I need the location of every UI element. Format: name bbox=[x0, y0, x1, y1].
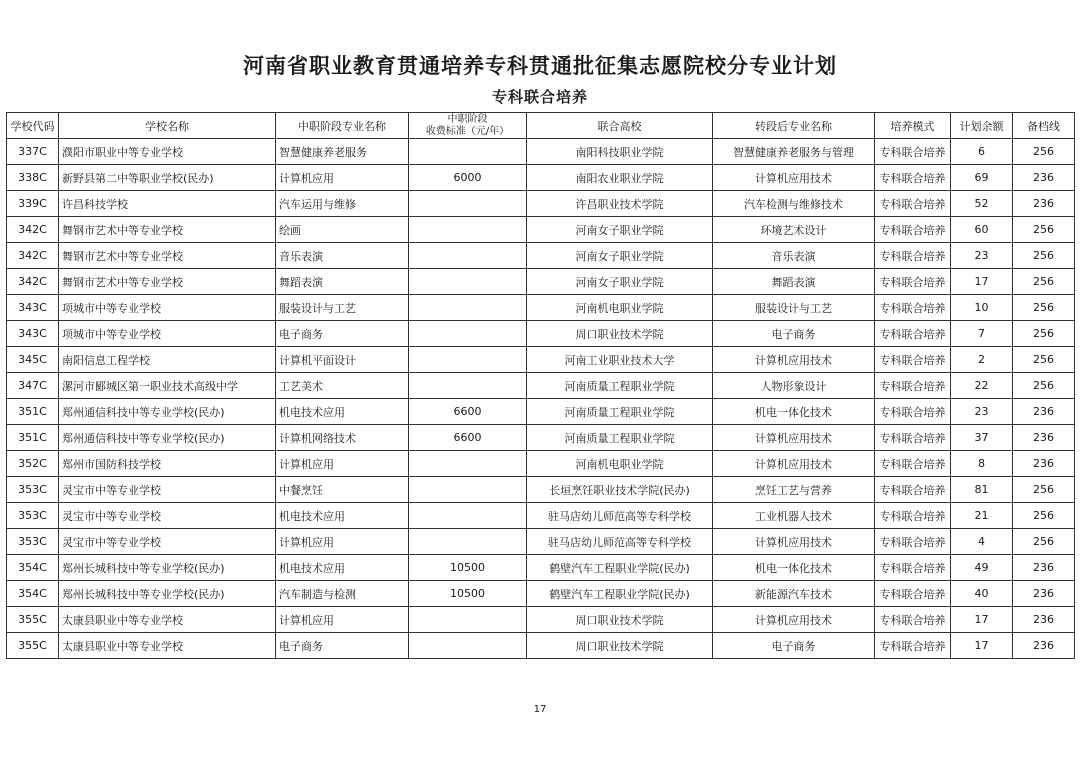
cell-mode: 专科联合培养 bbox=[875, 269, 951, 295]
table-row bbox=[7, 529, 1075, 555]
cell-partner: 南阳农业职业学院 bbox=[527, 165, 713, 191]
table-row bbox=[7, 581, 1075, 607]
cell-school: 郑州市国防科技学校 bbox=[59, 451, 276, 477]
cell-major: 计算机应用 bbox=[276, 165, 409, 191]
cell-code: 351C bbox=[7, 425, 59, 451]
header-major: 中职阶段专业名称 bbox=[276, 113, 409, 139]
cell-line: 256 bbox=[1013, 477, 1075, 503]
cell-partner: 周口职业技术学院 bbox=[527, 321, 713, 347]
table-row bbox=[7, 607, 1075, 633]
cell-code: 352C bbox=[7, 451, 59, 477]
cell-line: 236 bbox=[1013, 633, 1075, 659]
cell-major: 工艺美术 bbox=[276, 373, 409, 399]
header-partner: 联合高校 bbox=[527, 113, 713, 139]
cell-major: 汽车运用与维修 bbox=[276, 191, 409, 217]
cell-line: 256 bbox=[1013, 269, 1075, 295]
cell-partner: 河南机电职业学院 bbox=[527, 295, 713, 321]
cell-school: 舞钢市艺术中等专业学校 bbox=[59, 243, 276, 269]
cell-line: 256 bbox=[1013, 295, 1075, 321]
cell-new-major: 计算机应用技术 bbox=[713, 347, 875, 373]
cell-school: 灵宝市中等专业学校 bbox=[59, 503, 276, 529]
cell-partner: 河南机电职业学院 bbox=[527, 451, 713, 477]
table-row bbox=[7, 633, 1075, 659]
cell-fee bbox=[409, 217, 527, 243]
cell-remaining: 4 bbox=[951, 529, 1013, 555]
cell-remaining: 2 bbox=[951, 347, 1013, 373]
cell-fee bbox=[409, 139, 527, 165]
table-row bbox=[7, 425, 1075, 451]
cell-mode: 专科联合培养 bbox=[875, 555, 951, 581]
cell-major: 机电技术应用 bbox=[276, 503, 409, 529]
cell-school: 太康县职业中等专业学校 bbox=[59, 633, 276, 659]
cell-mode: 专科联合培养 bbox=[875, 451, 951, 477]
cell-partner: 南阳科技职业学院 bbox=[527, 139, 713, 165]
cell-partner: 驻马店幼儿师范高等专科学校 bbox=[527, 503, 713, 529]
cell-code: 355C bbox=[7, 633, 59, 659]
table-row bbox=[7, 503, 1075, 529]
header-mode: 培养模式 bbox=[875, 113, 951, 139]
table-row bbox=[7, 243, 1075, 269]
cell-line: 256 bbox=[1013, 243, 1075, 269]
cell-partner: 河南女子职业学院 bbox=[527, 269, 713, 295]
plan-table bbox=[6, 112, 1075, 659]
header-fee-line1: 中职阶段 bbox=[447, 113, 488, 125]
cell-fee bbox=[409, 321, 527, 347]
cell-line: 236 bbox=[1013, 555, 1075, 581]
cell-remaining: 17 bbox=[951, 269, 1013, 295]
header-remaining: 计划余额 bbox=[951, 113, 1013, 139]
table-row bbox=[7, 477, 1075, 503]
cell-new-major: 电子商务 bbox=[713, 633, 875, 659]
cell-line: 236 bbox=[1013, 399, 1075, 425]
cell-mode: 专科联合培养 bbox=[875, 529, 951, 555]
cell-mode: 专科联合培养 bbox=[875, 425, 951, 451]
cell-mode: 专科联合培养 bbox=[875, 243, 951, 269]
page-number: 17 bbox=[533, 704, 547, 715]
cell-new-major: 机电一体化技术 bbox=[713, 555, 875, 581]
cell-major: 计算机应用 bbox=[276, 607, 409, 633]
cell-partner: 河南女子职业学院 bbox=[527, 217, 713, 243]
cell-mode: 专科联合培养 bbox=[875, 295, 951, 321]
cell-remaining: 69 bbox=[951, 165, 1013, 191]
cell-new-major: 计算机应用技术 bbox=[713, 529, 875, 555]
cell-mode: 专科联合培养 bbox=[875, 321, 951, 347]
cell-line: 236 bbox=[1013, 191, 1075, 217]
cell-fee: 10500 bbox=[409, 581, 527, 607]
cell-code: 342C bbox=[7, 269, 59, 295]
cell-major: 舞蹈表演 bbox=[276, 269, 409, 295]
cell-code: 342C bbox=[7, 243, 59, 269]
cell-major: 计算机应用 bbox=[276, 451, 409, 477]
cell-fee: 10500 bbox=[409, 555, 527, 581]
cell-school: 舞钢市艺术中等专业学校 bbox=[59, 269, 276, 295]
cell-school: 漯河市郾城区第一职业技术高级中学 bbox=[59, 373, 276, 399]
cell-fee: 6600 bbox=[409, 399, 527, 425]
cell-mode: 专科联合培养 bbox=[875, 633, 951, 659]
cell-mode: 专科联合培养 bbox=[875, 477, 951, 503]
cell-remaining: 49 bbox=[951, 555, 1013, 581]
cell-code: 353C bbox=[7, 477, 59, 503]
table-row bbox=[7, 165, 1075, 191]
cell-partner: 周口职业技术学院 bbox=[527, 633, 713, 659]
cell-new-major: 音乐表演 bbox=[713, 243, 875, 269]
cell-remaining: 23 bbox=[951, 243, 1013, 269]
header-fee-line2: 收费标准（元/年） bbox=[425, 125, 510, 137]
cell-school: 许昌科技学校 bbox=[59, 191, 276, 217]
cell-fee bbox=[409, 451, 527, 477]
cell-remaining: 17 bbox=[951, 607, 1013, 633]
cell-mode: 专科联合培养 bbox=[875, 139, 951, 165]
cell-code: 345C bbox=[7, 347, 59, 373]
table-row bbox=[7, 295, 1075, 321]
cell-line: 256 bbox=[1013, 503, 1075, 529]
cell-school: 郑州长城科技中等专业学校(民办) bbox=[59, 555, 276, 581]
cell-partner: 许昌职业技术学院 bbox=[527, 191, 713, 217]
cell-code: 342C bbox=[7, 217, 59, 243]
table-row bbox=[7, 191, 1075, 217]
cell-new-major: 计算机应用技术 bbox=[713, 165, 875, 191]
cell-new-major: 服装设计与工艺 bbox=[713, 295, 875, 321]
cell-new-major: 环境艺术设计 bbox=[713, 217, 875, 243]
cell-major: 服装设计与工艺 bbox=[276, 295, 409, 321]
header-fee bbox=[409, 113, 527, 139]
table-row bbox=[7, 139, 1075, 165]
cell-remaining: 22 bbox=[951, 373, 1013, 399]
cell-new-major: 烹饪工艺与营养 bbox=[713, 477, 875, 503]
cell-line: 256 bbox=[1013, 321, 1075, 347]
cell-partner: 长垣烹饪职业技术学院(民办) bbox=[527, 477, 713, 503]
cell-major: 机电技术应用 bbox=[276, 555, 409, 581]
cell-mode: 专科联合培养 bbox=[875, 373, 951, 399]
cell-remaining: 7 bbox=[951, 321, 1013, 347]
cell-fee bbox=[409, 529, 527, 555]
cell-code: 338C bbox=[7, 165, 59, 191]
cell-school: 郑州通信科技中等专业学校(民办) bbox=[59, 399, 276, 425]
cell-partner: 驻马店幼儿师范高等专科学校 bbox=[527, 529, 713, 555]
cell-fee bbox=[409, 295, 527, 321]
cell-line: 236 bbox=[1013, 165, 1075, 191]
cell-fee bbox=[409, 347, 527, 373]
cell-code: 354C bbox=[7, 555, 59, 581]
cell-major: 计算机平面设计 bbox=[276, 347, 409, 373]
cell-line: 256 bbox=[1013, 529, 1075, 555]
cell-remaining: 23 bbox=[951, 399, 1013, 425]
cell-remaining: 10 bbox=[951, 295, 1013, 321]
cell-fee bbox=[409, 503, 527, 529]
cell-code: 351C bbox=[7, 399, 59, 425]
cell-school: 舞钢市艺术中等专业学校 bbox=[59, 217, 276, 243]
page-subtitle: 专科联合培养 bbox=[491, 88, 588, 106]
cell-remaining: 6 bbox=[951, 139, 1013, 165]
header-line: 备档线 bbox=[1013, 113, 1075, 139]
cell-mode: 专科联合培养 bbox=[875, 399, 951, 425]
cell-remaining: 81 bbox=[951, 477, 1013, 503]
cell-fee bbox=[409, 477, 527, 503]
cell-school: 项城市中等专业学校 bbox=[59, 321, 276, 347]
cell-code: 337C bbox=[7, 139, 59, 165]
table-row bbox=[7, 399, 1075, 425]
cell-school: 南阳信息工程学校 bbox=[59, 347, 276, 373]
table-row bbox=[7, 269, 1075, 295]
cell-code: 343C bbox=[7, 321, 59, 347]
cell-fee bbox=[409, 191, 527, 217]
cell-line: 256 bbox=[1013, 217, 1075, 243]
table-row bbox=[7, 321, 1075, 347]
cell-new-major: 计算机应用技术 bbox=[713, 425, 875, 451]
cell-partner: 河南女子职业学院 bbox=[527, 243, 713, 269]
cell-code: 353C bbox=[7, 529, 59, 555]
table-row bbox=[7, 373, 1075, 399]
table-row bbox=[7, 555, 1075, 581]
cell-fee bbox=[409, 243, 527, 269]
cell-line: 236 bbox=[1013, 425, 1075, 451]
cell-fee bbox=[409, 269, 527, 295]
cell-remaining: 40 bbox=[951, 581, 1013, 607]
cell-remaining: 8 bbox=[951, 451, 1013, 477]
cell-mode: 专科联合培养 bbox=[875, 503, 951, 529]
cell-code: 355C bbox=[7, 607, 59, 633]
cell-fee: 6600 bbox=[409, 425, 527, 451]
cell-fee bbox=[409, 607, 527, 633]
cell-partner: 河南质量工程职业学院 bbox=[527, 399, 713, 425]
cell-mode: 专科联合培养 bbox=[875, 347, 951, 373]
cell-line: 256 bbox=[1013, 373, 1075, 399]
cell-school: 项城市中等专业学校 bbox=[59, 295, 276, 321]
cell-school: 灵宝市中等专业学校 bbox=[59, 529, 276, 555]
cell-major: 电子商务 bbox=[276, 633, 409, 659]
cell-remaining: 60 bbox=[951, 217, 1013, 243]
cell-remaining: 21 bbox=[951, 503, 1013, 529]
cell-remaining: 37 bbox=[951, 425, 1013, 451]
cell-new-major: 新能源汽车技术 bbox=[713, 581, 875, 607]
cell-code: 339C bbox=[7, 191, 59, 217]
cell-remaining: 52 bbox=[951, 191, 1013, 217]
cell-new-major: 智慧健康养老服务与管理 bbox=[713, 139, 875, 165]
header-new-major: 转段后专业名称 bbox=[713, 113, 875, 139]
cell-partner: 周口职业技术学院 bbox=[527, 607, 713, 633]
cell-line: 256 bbox=[1013, 139, 1075, 165]
cell-fee bbox=[409, 373, 527, 399]
cell-major: 中餐烹饪 bbox=[276, 477, 409, 503]
cell-new-major: 人物形象设计 bbox=[713, 373, 875, 399]
cell-mode: 专科联合培养 bbox=[875, 217, 951, 243]
cell-partner: 鹤壁汽车工程职业学院(民办) bbox=[527, 555, 713, 581]
cell-partner: 河南质量工程职业学院 bbox=[527, 373, 713, 399]
cell-line: 236 bbox=[1013, 581, 1075, 607]
cell-remaining: 17 bbox=[951, 633, 1013, 659]
cell-mode: 专科联合培养 bbox=[875, 581, 951, 607]
cell-school: 郑州通信科技中等专业学校(民办) bbox=[59, 425, 276, 451]
cell-mode: 专科联合培养 bbox=[875, 191, 951, 217]
header-school: 学校名称 bbox=[59, 113, 276, 139]
cell-line: 236 bbox=[1013, 607, 1075, 633]
cell-new-major: 计算机应用技术 bbox=[713, 451, 875, 477]
cell-major: 智慧健康养老服务 bbox=[276, 139, 409, 165]
cell-code: 354C bbox=[7, 581, 59, 607]
cell-code: 353C bbox=[7, 503, 59, 529]
table-row bbox=[7, 217, 1075, 243]
cell-code: 343C bbox=[7, 295, 59, 321]
cell-major: 计算机网络技术 bbox=[276, 425, 409, 451]
cell-code: 347C bbox=[7, 373, 59, 399]
cell-new-major: 计算机应用技术 bbox=[713, 607, 875, 633]
page-title: 河南省职业教育贯通培养专科贯通批征集志愿院校分专业计划 bbox=[243, 54, 837, 78]
cell-new-major: 电子商务 bbox=[713, 321, 875, 347]
cell-new-major: 工业机器人技术 bbox=[713, 503, 875, 529]
cell-major: 绘画 bbox=[276, 217, 409, 243]
cell-partner: 河南工业职业技术大学 bbox=[527, 347, 713, 373]
cell-school: 新野县第二中等职业学校(民办) bbox=[59, 165, 276, 191]
cell-school: 濮阳市职业中等专业学校 bbox=[59, 139, 276, 165]
cell-major: 机电技术应用 bbox=[276, 399, 409, 425]
cell-partner: 鹤壁汽车工程职业学院(民办) bbox=[527, 581, 713, 607]
table-header-row bbox=[7, 113, 1075, 139]
cell-major: 汽车制造与检测 bbox=[276, 581, 409, 607]
cell-major: 音乐表演 bbox=[276, 243, 409, 269]
cell-new-major: 舞蹈表演 bbox=[713, 269, 875, 295]
cell-fee: 6000 bbox=[409, 165, 527, 191]
header-code: 学校代码 bbox=[7, 113, 59, 139]
cell-new-major: 汽车检测与维修技术 bbox=[713, 191, 875, 217]
cell-major: 电子商务 bbox=[276, 321, 409, 347]
cell-school: 灵宝市中等专业学校 bbox=[59, 477, 276, 503]
cell-fee bbox=[409, 633, 527, 659]
cell-mode: 专科联合培养 bbox=[875, 607, 951, 633]
cell-school: 郑州长城科技中等专业学校(民办) bbox=[59, 581, 276, 607]
cell-partner: 河南质量工程职业学院 bbox=[527, 425, 713, 451]
cell-line: 236 bbox=[1013, 451, 1075, 477]
table-row bbox=[7, 451, 1075, 477]
cell-school: 太康县职业中等专业学校 bbox=[59, 607, 276, 633]
cell-mode: 专科联合培养 bbox=[875, 165, 951, 191]
table-row bbox=[7, 347, 1075, 373]
cell-line: 256 bbox=[1013, 347, 1075, 373]
cell-major: 计算机应用 bbox=[276, 529, 409, 555]
cell-new-major: 机电一体化技术 bbox=[713, 399, 875, 425]
